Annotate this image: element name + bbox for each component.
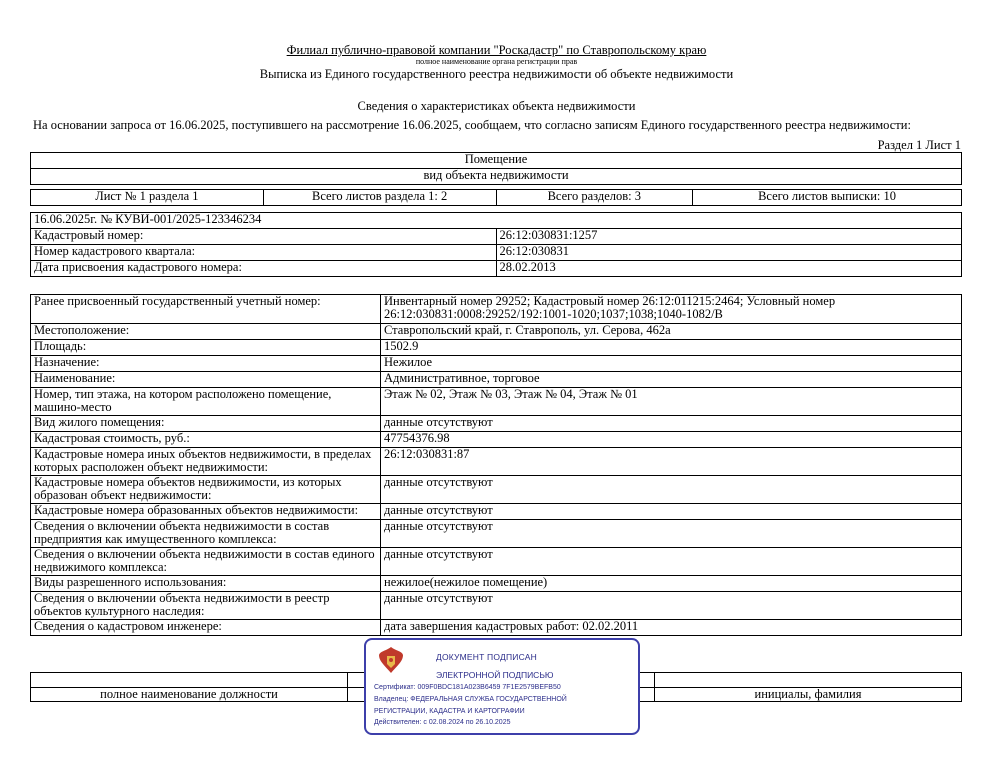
section-sheet: Раздел 1 Лист 1	[877, 138, 961, 152]
table-row	[31, 245, 962, 261]
row-value: данные отсутствуют	[381, 548, 962, 576]
row-label: Назначение:	[31, 356, 381, 372]
row-label: Номер кадастрового квартала:	[31, 245, 497, 261]
name-cell	[655, 673, 962, 688]
table-row	[31, 548, 962, 576]
row-label: Кадастровые номера иных объектов недвижимости, в пределах которых расположен объект недвижимости:	[31, 448, 381, 476]
details-table	[30, 294, 962, 636]
object-type: Помещение	[31, 153, 962, 169]
stamp-line-1: ДОКУМЕНТ ПОДПИСАН	[436, 652, 537, 662]
table-row	[31, 261, 962, 277]
row-label: Сведения о включении объекта недвижимости в реестр объектов культурного наследия:	[31, 592, 381, 620]
table-row	[31, 229, 962, 245]
row-value: Инвентарный номер 29252; Кадастровый номер 26:12:011215:2464; Условный номер 26:12:030831:0008:29252/192:1001-1020;1037;1038;1040-1082/В	[381, 295, 962, 324]
row-label: Наименование:	[31, 372, 381, 388]
row-value: нежилое(нежилое помещение)	[381, 576, 962, 592]
name-caption: инициалы, фамилия	[655, 688, 962, 702]
row-value: Этаж № 02, Этаж № 03, Этаж № 04, Этаж № 01	[381, 388, 962, 416]
stamp-owner-1: Владелец: ФЕДЕРАЛЬНАЯ СЛУЖБА ГОСУДАРСТВЕННОЙ	[374, 696, 567, 703]
cadastral-number: 26:12:030831:1257	[496, 229, 962, 245]
row-label: Сведения о кадастровом инженере:	[31, 620, 381, 636]
stamp-valid: Действителен: с 02.08.2024 по 26.10.2025	[374, 719, 511, 726]
row-value: дата завершения кадастровых работ: 02.02.2011	[381, 620, 962, 636]
row-value: данные отсутствуют	[381, 476, 962, 504]
stamp-certificate: Сертификат: 009F0BDC181A023B6459 7F1E2579BEFB50	[374, 684, 561, 691]
cadastral-quarter: 26:12:030831	[496, 245, 962, 261]
object-type-table	[30, 152, 962, 185]
total-sheets-extract: Всего листов выписки: 10	[693, 190, 962, 206]
row-label: Кадастровые номера образованных объектов недвижимости:	[31, 504, 381, 520]
table-row	[31, 340, 962, 356]
object-type-caption: вид объекта недвижимости	[31, 169, 962, 185]
row-value: 47754376.98	[381, 432, 962, 448]
basic-info-table	[30, 212, 962, 277]
row-value: Ставропольский край, г. Ставрополь, ул. Серова, 462а	[381, 324, 962, 340]
table-row	[31, 324, 962, 340]
table-row	[31, 576, 962, 592]
stamp-line-2: ЭЛЕКТРОННОЙ ПОДПИСЬЮ	[436, 670, 554, 680]
table-row	[31, 448, 962, 476]
table-row	[31, 372, 962, 388]
row-value: данные отсутствуют	[381, 504, 962, 520]
row-value: данные отсутствуют	[381, 416, 962, 432]
assignment-date: 28.02.2013	[496, 261, 962, 277]
row-label: Сведения о включении объекта недвижимости в состав единого недвижимого комплекса:	[31, 548, 381, 576]
table-row	[31, 592, 962, 620]
row-value: 1502.9	[381, 340, 962, 356]
table-row	[31, 388, 962, 416]
row-label: Площадь:	[31, 340, 381, 356]
e-signature-stamp	[364, 638, 640, 735]
row-value: Нежилое	[381, 356, 962, 372]
row-value: Административное, торговое	[381, 372, 962, 388]
row-value: 26:12:030831:87	[381, 448, 962, 476]
row-label: Дата присвоения кадастрового номера:	[31, 261, 497, 277]
sheets-table	[30, 189, 962, 206]
row-value: данные отсутствуют	[381, 520, 962, 548]
total-sheets-section: Всего листов раздела 1: 2	[263, 190, 496, 206]
request-basis: На основании запроса от 16.06.2025, поступившего на рассмотрение 16.06.2025, сообщаем, что согласно записям Единого государственного реестра недвижимости:	[33, 118, 911, 132]
document-reference: 16.06.2025г. № КУВИ-001/2025-123346234	[31, 213, 962, 229]
table-row	[31, 476, 962, 504]
sheet-number: Лист № 1 раздела 1	[31, 190, 264, 206]
coat-of-arms-icon	[376, 645, 406, 675]
table-row	[31, 356, 962, 372]
row-label: Номер, тип этажа, на котором расположено помещение, машино-место	[31, 388, 381, 416]
row-label: Местоположение:	[31, 324, 381, 340]
row-label: Виды разрешенного использования:	[31, 576, 381, 592]
org-caption: полное наименование органа регистрации прав	[415, 57, 578, 66]
table-row	[31, 504, 962, 520]
row-label: Кадастровый номер:	[31, 229, 497, 245]
document-title: Выписка из Единого государственного реестра недвижимости об объекте недвижимости	[259, 67, 734, 81]
org-name: Филиал публично-правовой компании "Роскадастр" по Ставропольскому краю	[286, 43, 707, 57]
position-caption: полное наименование должности	[31, 688, 348, 702]
row-label: Кадастровые номера объектов недвижимости, из которых образован объект недвижимости:	[31, 476, 381, 504]
row-value: данные отсутствуют	[381, 592, 962, 620]
table-row	[31, 620, 962, 636]
table-row	[31, 295, 962, 324]
position-cell	[31, 673, 348, 688]
stamp-owner-2: РЕГИСТРАЦИИ, КАДАСТРА И КАРТОГРАФИИ	[374, 708, 525, 715]
row-label: Ранее присвоенный государственный учетный номер:	[31, 295, 381, 324]
table-row	[31, 416, 962, 432]
row-label: Вид жилого помещения:	[31, 416, 381, 432]
table-row	[31, 432, 962, 448]
table-row	[31, 520, 962, 548]
row-label: Сведения о включении объекта недвижимости в состав предприятия как имущественного комплекса:	[31, 520, 381, 548]
row-label: Кадастровая стоимость, руб.:	[31, 432, 381, 448]
document-subtitle: Сведения о характеристиках объекта недвижимости	[357, 99, 636, 113]
total-sections: Всего разделов: 3	[496, 190, 693, 206]
